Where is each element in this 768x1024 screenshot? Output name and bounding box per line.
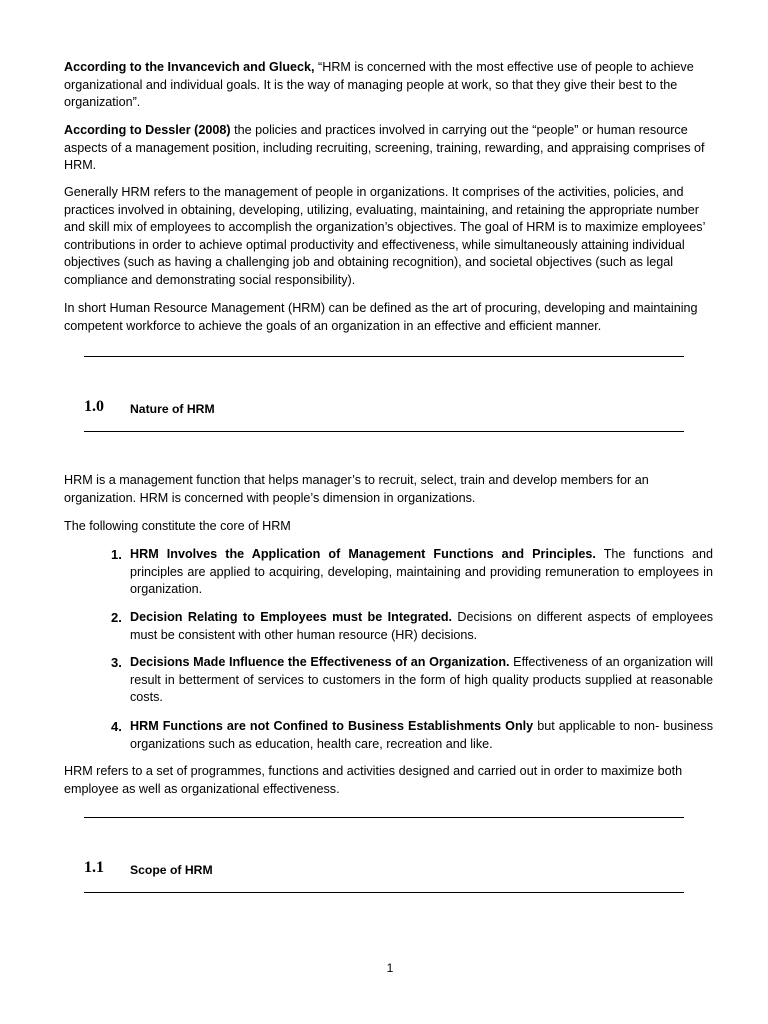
section-number: 1.1 xyxy=(84,859,104,876)
section-title: Nature of HRM xyxy=(130,402,215,416)
definition-invancevich xyxy=(64,59,714,112)
section-divider xyxy=(84,817,684,818)
section-divider xyxy=(84,431,684,432)
closing-paragraph: HRM refers to a set of programmes, functions and activities designed and carried out in order to maximize both employee as well as organizational effectiveness. xyxy=(64,764,683,796)
general-paragraph: Generally HRM refers to the management of people in organizations. It comprises of the activities, policies, and practices involved in obtaining, developing, utilizing, evaluating, maintaining, and retaining the appropriate number and skill mix of employees to accomplish the organization’s objectives. The goal of HRM is to maximize employees’ contributions in order to achieve optimal productivity and effectiveness, while simultaneously attaining individual objectives (such as having a challenging job and obtaining recognition), and societal objectives (such as legal compliance and demonstrating social responsibility). xyxy=(64,185,705,287)
section-divider xyxy=(84,356,684,357)
list-item-lead: HRM Involves the Application of Management Functions and Principles. xyxy=(130,547,596,561)
list-item xyxy=(130,654,713,707)
short-definition-paragraph: In short Human Resource Management (HRM) can be defined as the art of procuring, developing and maintaining competent workforce to achieve the goals of an organization in an effective and efficient manner. xyxy=(64,301,698,333)
list-item xyxy=(130,546,713,599)
list-number: 4. xyxy=(111,719,122,734)
list-item-text: The functions and principles are applied to acquiring, developing, maintaining and providing remuneration to employees in organization. xyxy=(130,547,714,596)
section-divider xyxy=(84,892,684,893)
list-item-lead: HRM Functions are not Confined to Business Establishments Only xyxy=(130,719,534,733)
list-item-lead: Decisions Made Influence the Effectiveness of an Organization. xyxy=(130,655,510,669)
definition-text: “HRM is concerned with the most effective use of people to achieve organizational and individual goals. It is the way of managing people at work, so that they give their best to the organization”. xyxy=(64,60,694,109)
definition-lead: According to Dessler (2008) xyxy=(64,123,231,137)
section-number: 1.0 xyxy=(84,398,104,415)
list-item-lead: Decision Relating to Employees must be Integrated. xyxy=(130,610,453,624)
definition-lead: According to the Invancevich and Glueck, xyxy=(64,60,315,74)
list-item-text: Decisions on different aspects of employees must be consistent with other human resource (HR) decisions. xyxy=(130,610,713,642)
list-item xyxy=(130,609,713,644)
definition-text: the policies and practices involved in carrying out the “people” or human resource aspects of a management position, including recruiting, screening, training, rewarding, and appraising comprises of HRM. xyxy=(64,123,705,172)
list-number: 2. xyxy=(111,610,122,625)
page-number: 1 xyxy=(386,961,394,975)
nature-intro-paragraph: HRM is a management function that helps manager’s to recruit, select, train and develop members for an organization. HRM is concerned with people’s dimension in organizations. xyxy=(64,473,649,505)
section-title: Scope of HRM xyxy=(130,863,213,877)
definition-dessler xyxy=(64,122,714,175)
list-number: 1. xyxy=(111,547,122,562)
list-item-text: Effectiveness of an organization will result in betterment of services to customers in the form of high quality products supplied at reasonable costs. xyxy=(130,655,713,704)
list-item-text: but applicable to non- business organizations such as education, health care, recreation and like. xyxy=(130,719,714,751)
list-item xyxy=(130,718,713,753)
list-number: 3. xyxy=(111,655,122,670)
core-intro: The following constitute the core of HRM xyxy=(64,519,291,533)
